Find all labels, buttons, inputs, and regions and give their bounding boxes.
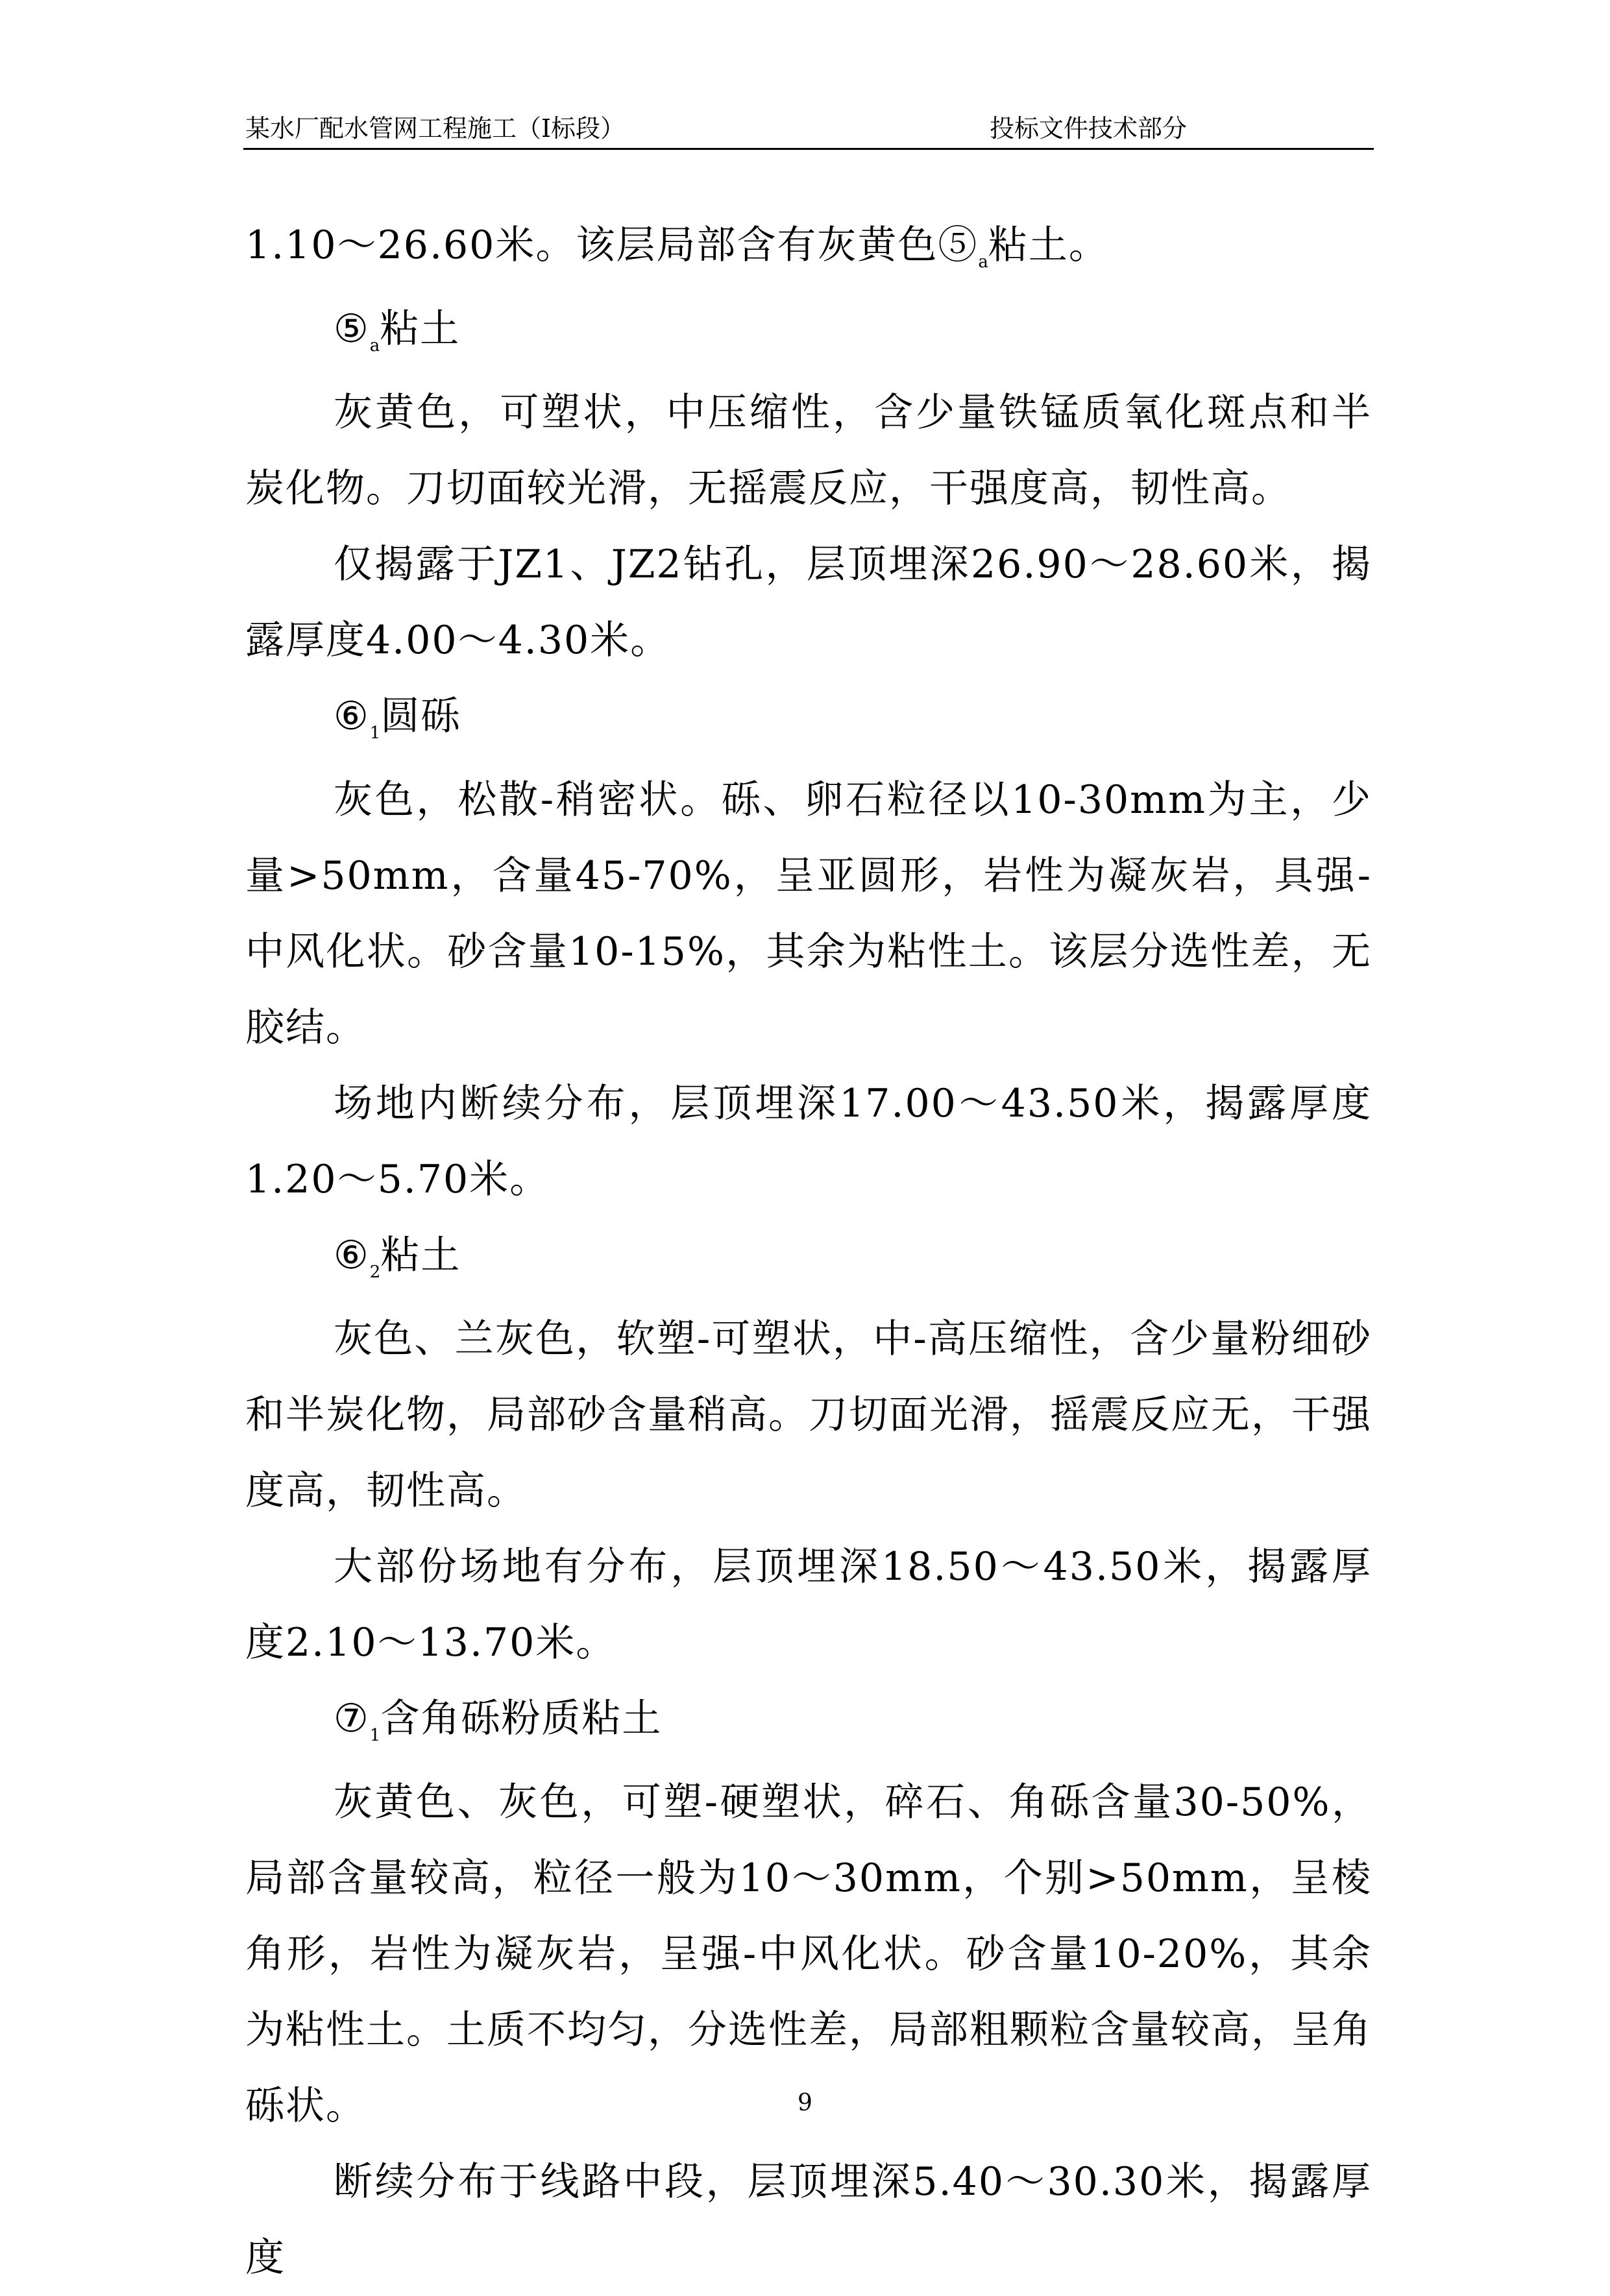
paragraph-description: 灰色、兰灰色，软塑-可塑状，中-高压缩性，含少量粉细砂和半炭化物，局部砂含量稍高。刀切面光滑，摇震反应无，干强度高，韧性高。 <box>245 1316 1372 1514</box>
paragraph-description: 灰黄色、灰色，可塑-硬塑状，碎石、角砾含量30-50%，局部含量较高，粒径一般为10～30mm，个别>50mm，呈棱角形，岩性为凝灰岩，呈强-中风化状。砂含量10-20%，其余为粘性土。土质不均匀，分选性差，局部粗颗粒含量较高，呈角砾状。 <box>245 1780 1372 2129</box>
header-document-part: 投标文件技术部分 <box>990 114 1188 143</box>
header-project-title: 某水厂配水管网工程施工（Ⅰ标段） <box>245 114 626 143</box>
page-number: 9 <box>798 2090 812 2116</box>
body-text <box>245 208 1372 2296</box>
layer-heading-6-2: $⑥_2$粘土 <box>334 1233 461 1282</box>
layer-heading-6-1: $⑥_1$圆砾 <box>334 694 461 743</box>
paragraph-continued: 1.10～26.60米。该层局部含有灰黄色$⑤_a$粘土。 <box>245 223 1109 272</box>
paragraph-description: 灰色，松散-稍密状。砾、卵石粒径以10-30mm为主，少量>50mm，含量45-70%，呈亚圆形，岩性为凝灰岩，具强-中风化状。砂含量10-15%，其余为粘性土。该层分选性差，无胶结。 <box>245 777 1372 1050</box>
layer-heading-5a: $⑤_a$粘土 <box>334 306 461 356</box>
paragraph-distribution: 断续分布于线路中段，层顶埋深5.40～30.30米，揭露厚度 <box>245 2159 1372 2280</box>
layer-heading-7-1: $⑦_1$含角砾粉质粘土 <box>334 1696 663 1745</box>
paragraph-distribution: 仅揭露于JZ1、JZ2钻孔，层顶埋深26.90～28.60米，揭露厚度4.00～4.30米。 <box>245 542 1372 663</box>
paragraph-distribution: 场地内断续分布，层顶埋深17.00～43.50米，揭露厚度1.20～5.70米。 <box>245 1081 1372 1202</box>
header-divider <box>243 148 1374 150</box>
paragraph-distribution: 大部份场地有分布，层顶埋深18.50～43.50米，揭露厚度2.10～13.70米。 <box>245 1544 1372 1665</box>
paragraph-description: 灰黄色，可塑状，中压缩性，含少量铁锰质氧化斑点和半炭化物。刀切面较光滑，无摇震反应，干强度高，韧性高。 <box>245 390 1372 511</box>
